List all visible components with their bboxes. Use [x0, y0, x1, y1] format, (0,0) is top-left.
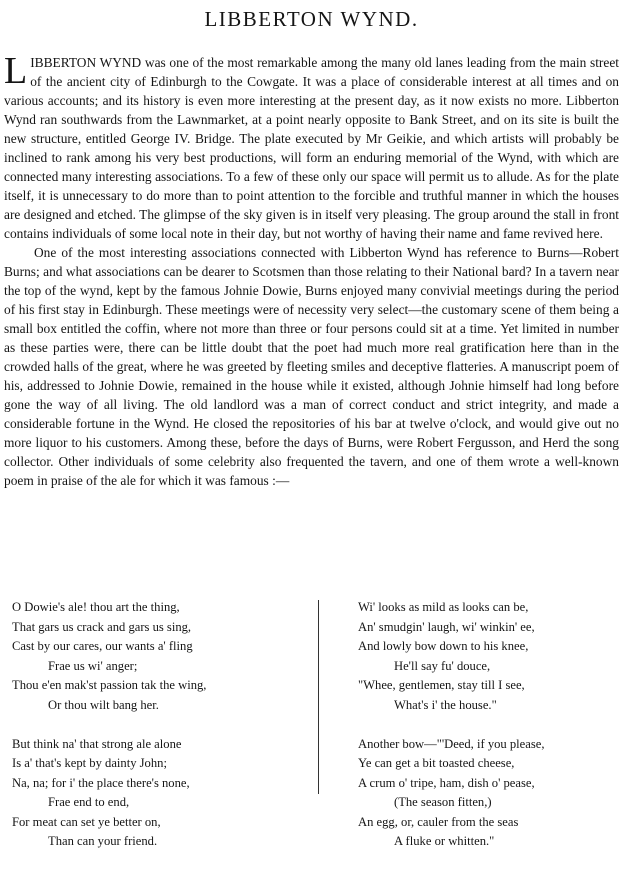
poem-line: For meat can set ye better on,	[12, 814, 161, 829]
poem-line: And lowly bow down to his knee,	[358, 639, 529, 653]
poem-line: Thou e'en mak'st passion tak the wing,	[12, 678, 207, 692]
paragraph-1-text: IBBERTON WYND was one of the most remarkable among the many old lanes leading from the main street of the ancient city of Edinburgh to the Cowgate. It was a place of considerable interest at all times and on various accounts; and its history is even more interesting at the present day, as it now exists no more. Libberton Wynd ran southwards from the Lawnmarket, at a point nearly opposite to Bank Street, and on its site is built the new structure, entitled George IV. Bridge. The plate executed by Mr Geikie, and which artists will probably be inclined to rank among his very best productions, will form an enduring memorial of the Wynd, with which are connected many interesting associations. To a few of these only our space will permit us to allude. As for the plate itself, it is unnecessary to do more than to point attention to the forcible and truthful manner in which the houses are designed and etched. The glimpse of the sky given is in itself very pleasing. The group around the stall in front contains individuals of some local note in their day, but not worthy of having their name and fame revived here.	[4, 55, 619, 241]
poem-column-left	[12, 598, 302, 871]
poem-line: Or thou wilt bang her.	[48, 697, 159, 712]
poem-line: Is a' that's kept by dainty John;	[12, 756, 167, 770]
poem-line: He'll say fu' douce,	[394, 658, 491, 673]
poem-line: Another bow—"'Deed, if you please,	[358, 736, 545, 751]
poem-line: But think na' that strong ale alone	[12, 736, 182, 751]
poem-line: Frae us wi' anger;	[48, 658, 138, 673]
poem-stanza	[12, 598, 302, 715]
poem-stanza	[358, 598, 618, 715]
poem-line: Na, na; for i' the place there's none,	[12, 775, 190, 790]
poem-line: An egg, or, cauler from the seas	[358, 814, 519, 829]
column-divider	[318, 600, 319, 794]
prose-body	[4, 50, 619, 490]
poem-line: A crum o' tripe, ham, dish o' pease,	[358, 775, 535, 790]
poem-stanza	[358, 735, 618, 852]
poem-line: A fluke or whitten."	[394, 834, 495, 848]
poem-column-right	[358, 598, 618, 871]
poem-line: Cast by our cares, our wants a' fling	[12, 639, 193, 653]
poem-line: O Dowie's ale! thou art the thing,	[12, 600, 180, 614]
poem-line: Wi' looks as mild as looks can be,	[358, 600, 529, 614]
poem-line: (The season fitten,)	[394, 795, 492, 809]
poem-line: "Whee, gentlemen, stay till I see,	[358, 678, 525, 692]
drop-cap: L	[4, 50, 28, 92]
paragraph-2: One of the most interesting associations connected with Libberton Wynd has reference to Burns—Robert Burns; and what associations can be dearer to Scotsmen than those relating to their National bard? In a tavern near the top of the wynd, kept by the famous Johnie Dowie, Burns enjoyed many convivial meetings during the period of his first stay in Edinburgh. These meetings were of necessity very select—the customary scene of them being a small box entitled the coffin, where not more than three or four persons could sit at a time. Yet limited in number as these parties were, there can be little doubt that the poet had much more real gratification here than in the crowded halls of the great, where he was greeted by fleeting smiles and deceptive flatteries. A manuscript poem of his, addressed to Johnie Dowie, remained in the house while it existed, although Johnie himself had long before gone the way of all living. The old landlord was a man of correct conduct and strict integrity, and made a considerable fortune in the Wynd. He closed the repositories of his bar at twelve o'clock, and would give out no more liquor to his customers. Among these, before the days of Burns, were Robert Fergusson, and Herd the song collector. Other individuals of some celebrity also frequented the tavern, and one of them wrote a well-known poem in praise of the ale for which it was famous :—	[4, 245, 619, 488]
poem-line: That gars us crack and gars us sing,	[12, 619, 192, 634]
page-title: LIBBERTON WYND.	[204, 7, 419, 31]
poem-line: Ye can get a bit toasted cheese,	[358, 756, 515, 770]
poem	[0, 598, 623, 848]
paragraph-1	[4, 50, 619, 243]
poem-line: Frae end to end,	[48, 795, 130, 809]
poem-stanza	[12, 735, 302, 852]
poem-line: Than can your friend.	[48, 834, 158, 848]
poem-line: An' smudgin' laugh, wi' winkin' ee,	[358, 619, 535, 634]
poem-line: What's i' the house."	[394, 697, 497, 712]
